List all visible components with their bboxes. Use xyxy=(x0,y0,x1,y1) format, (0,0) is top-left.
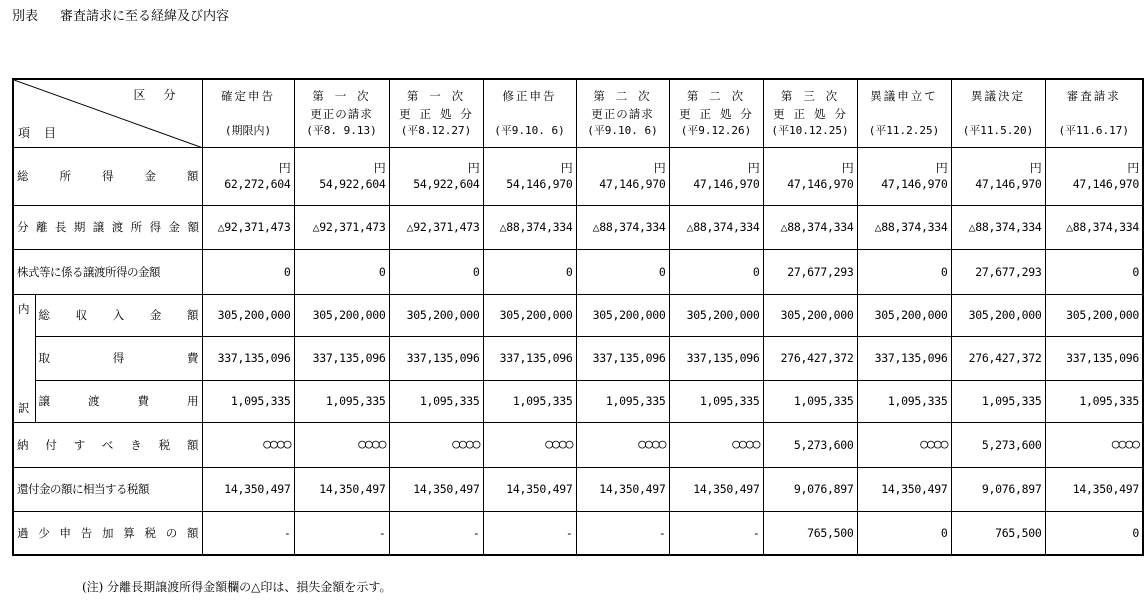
table-cell: 765,500 xyxy=(763,511,857,555)
row-transfer-cost xyxy=(13,380,1143,422)
col-header-5: 第 二 次 更 正 処 分 (平9.12.26) xyxy=(669,79,763,147)
table-cell: 0 xyxy=(202,249,294,294)
table-cell: - xyxy=(389,511,483,555)
col-header-0: 確定申告 (期限内) xyxy=(202,79,294,147)
row-total-income xyxy=(13,147,1143,205)
col-header-9: 審査請求 (平11.6.17) xyxy=(1045,79,1143,147)
table-cell: - xyxy=(576,511,669,555)
table-cell: ○○○○ xyxy=(576,422,669,467)
appeal-history-table xyxy=(12,78,1144,556)
table-cell: 0 xyxy=(857,511,951,555)
table-cell: - xyxy=(483,511,576,555)
table-cell: △92,371,473 xyxy=(294,205,389,249)
table-cell: △88,374,334 xyxy=(951,205,1045,249)
row-label-separate-long-term: 分離長期譲渡所得金額 xyxy=(13,205,202,249)
table-cell: 305,200,000 xyxy=(951,294,1045,336)
table-cell: 1,095,335 xyxy=(202,380,294,422)
table-cell: 9,076,897 xyxy=(951,467,1045,511)
table-cell: 円 47,146,970 xyxy=(763,147,857,205)
table-cell: 337,135,096 xyxy=(669,336,763,380)
table-cell: 14,350,497 xyxy=(857,467,951,511)
corner-cell xyxy=(13,79,202,147)
table-cell: 0 xyxy=(294,249,389,294)
table-cell: 765,500 xyxy=(951,511,1045,555)
table-cell: 337,135,096 xyxy=(576,336,669,380)
table-cell: 0 xyxy=(669,249,763,294)
table-cell: 0 xyxy=(483,249,576,294)
table-cell: △88,374,334 xyxy=(857,205,951,249)
row-separate-long-term xyxy=(13,205,1143,249)
row-refund-tax xyxy=(13,467,1143,511)
table-cell: 円 54,146,970 xyxy=(483,147,576,205)
table-cell: 276,427,372 xyxy=(763,336,857,380)
table-cell: 1,095,335 xyxy=(857,380,951,422)
table-cell: 305,200,000 xyxy=(763,294,857,336)
footnote: (注) 分離長期譲渡所得金額欄の△印は、損失金額を示す。 xyxy=(82,580,392,594)
table-cell: 1,095,335 xyxy=(294,380,389,422)
komoku-label: 項目 xyxy=(18,125,71,140)
table-cell: 337,135,096 xyxy=(483,336,576,380)
row-label-tax-payable: 納付すべき税額 xyxy=(13,422,202,467)
table-cell: 0 xyxy=(1045,249,1143,294)
table-cell: 5,273,600 xyxy=(951,422,1045,467)
table-cell: 305,200,000 xyxy=(389,294,483,336)
table-cell: 円 62,272,604 xyxy=(202,147,294,205)
table-cell: ○○○○ xyxy=(669,422,763,467)
table-cell: 14,350,497 xyxy=(389,467,483,511)
table-cell: 14,350,497 xyxy=(1045,467,1143,511)
table-cell: 円 47,146,970 xyxy=(951,147,1045,205)
table-cell: - xyxy=(202,511,294,555)
col-header-8: 異議決定 (平11.5.20) xyxy=(951,79,1045,147)
table-cell: 276,427,372 xyxy=(951,336,1045,380)
kubun-label: 区分 xyxy=(133,88,194,102)
uchi-label: 内 xyxy=(18,301,30,316)
table-cell: - xyxy=(294,511,389,555)
table-cell: △88,374,334 xyxy=(1045,205,1143,249)
table-cell: 5,273,600 xyxy=(763,422,857,467)
table-cell: ○○○○ xyxy=(483,422,576,467)
table-cell: 305,200,000 xyxy=(1045,294,1143,336)
table-cell: 円 54,922,604 xyxy=(389,147,483,205)
document-title xyxy=(12,5,229,24)
col-header-6: 第 三 次 更 正 処 分 (平10.12.25) xyxy=(763,79,857,147)
table-cell: △88,374,334 xyxy=(576,205,669,249)
row-label-transfer-cost: 譲渡費用 xyxy=(35,380,202,422)
table-cell: 円 47,146,970 xyxy=(576,147,669,205)
table-cell: 305,200,000 xyxy=(669,294,763,336)
table-cell: 305,200,000 xyxy=(294,294,389,336)
table-cell: ○○○○ xyxy=(857,422,951,467)
table-cell: 円 47,146,970 xyxy=(1045,147,1143,205)
table-cell: 1,095,335 xyxy=(669,380,763,422)
table-cell: 9,076,897 xyxy=(763,467,857,511)
row-total-revenue xyxy=(13,294,1143,336)
wake-label: 訳 xyxy=(18,400,30,415)
title-heading: 審査請求に至る経緯及び内容 xyxy=(60,9,230,24)
table-cell: - xyxy=(669,511,763,555)
col-header-1: 第 一 次 更正の請求 (平8. 9.13) xyxy=(294,79,389,147)
table-cell: 1,095,335 xyxy=(576,380,669,422)
table-cell: 14,350,497 xyxy=(576,467,669,511)
table-cell: △92,371,473 xyxy=(202,205,294,249)
table-cell: 305,200,000 xyxy=(576,294,669,336)
table-cell: 27,677,293 xyxy=(951,249,1045,294)
col-header-3: 修正申告 (平9.10. 6) xyxy=(483,79,576,147)
table-cell: 14,350,497 xyxy=(202,467,294,511)
table-cell: 305,200,000 xyxy=(202,294,294,336)
row-stocks-income xyxy=(13,249,1143,294)
table-cell: 305,200,000 xyxy=(483,294,576,336)
table-cell: △88,374,334 xyxy=(763,205,857,249)
table-cell: 337,135,096 xyxy=(857,336,951,380)
header-row xyxy=(13,79,1143,147)
table-cell: 1,095,335 xyxy=(951,380,1045,422)
table-cell: △88,374,334 xyxy=(669,205,763,249)
row-label-acquisition-cost: 取得費 xyxy=(35,336,202,380)
table-cell: △88,374,334 xyxy=(483,205,576,249)
table-cell: 1,095,335 xyxy=(483,380,576,422)
row-label-total-income: 総所得金額 xyxy=(13,147,202,205)
table-cell: 0 xyxy=(576,249,669,294)
row-penalty-tax xyxy=(13,511,1143,555)
table-cell: 337,135,096 xyxy=(389,336,483,380)
table-cell: 1,095,335 xyxy=(763,380,857,422)
col-header-4: 第 二 次 更正の請求 (平9.10. 6) xyxy=(576,79,669,147)
table-cell: 337,135,096 xyxy=(1045,336,1143,380)
table-cell: 円 47,146,970 xyxy=(857,147,951,205)
table-cell: 14,350,497 xyxy=(483,467,576,511)
col-header-2: 第 一 次 更 正 処 分 (平8.12.27) xyxy=(389,79,483,147)
table-cell: ○○○○ xyxy=(294,422,389,467)
table-cell: 0 xyxy=(389,249,483,294)
table-cell: ○○○○ xyxy=(1045,422,1143,467)
table-cell: 337,135,096 xyxy=(294,336,389,380)
table-cell: △92,371,473 xyxy=(389,205,483,249)
table-cell: 1,095,335 xyxy=(389,380,483,422)
table-cell: 0 xyxy=(857,249,951,294)
table-cell: 337,135,096 xyxy=(202,336,294,380)
table-cell: 0 xyxy=(1045,511,1143,555)
table-cell: 27,677,293 xyxy=(763,249,857,294)
table-cell: 305,200,000 xyxy=(857,294,951,336)
table-cell: 1,095,335 xyxy=(1045,380,1143,422)
table-cell: ○○○○ xyxy=(389,422,483,467)
row-tax-payable xyxy=(13,422,1143,467)
row-label-refund-tax: 還付金の額に相当する税額 xyxy=(13,467,202,511)
table-cell: 円 54,922,604 xyxy=(294,147,389,205)
row-label-total-revenue: 総収入金額 xyxy=(35,294,202,336)
row-label-stocks-income: 株式等に係る譲渡所得の金額 xyxy=(13,249,202,294)
table-cell: 14,350,497 xyxy=(294,467,389,511)
row-acquisition-cost xyxy=(13,336,1143,380)
table-cell: 14,350,497 xyxy=(669,467,763,511)
breakdown-group-label xyxy=(13,294,35,422)
row-label-penalty-tax: 過少申告加算税の額 xyxy=(13,511,202,555)
title-appendix: 別表 xyxy=(12,9,39,24)
table-cell: ○○○○ xyxy=(202,422,294,467)
col-header-7: 異議申立て (平11.2.25) xyxy=(857,79,951,147)
table-cell: 円 47,146,970 xyxy=(669,147,763,205)
